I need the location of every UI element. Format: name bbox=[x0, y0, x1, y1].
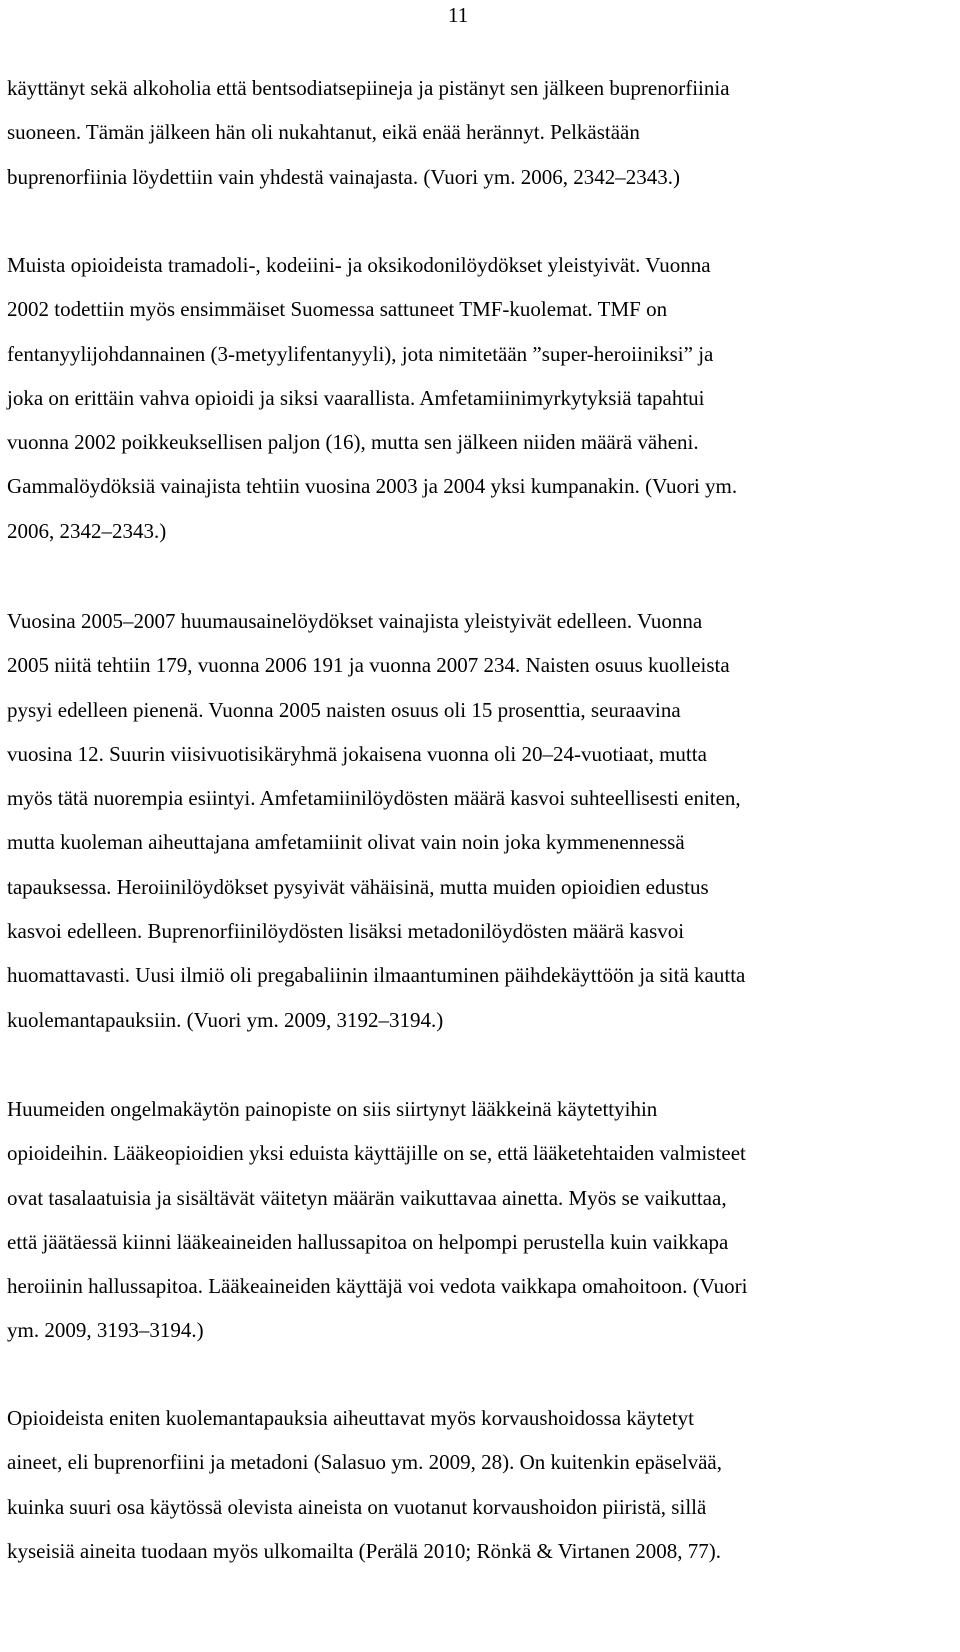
text-line: kuinka suuri osa käytössä olevista aineista on vuotanut korvaushoidon piiristä, sillä bbox=[7, 1494, 707, 1519]
text-line: myös tätä nuorempia esiintyi. Amfetamiinilöydösten määrä kasvoi suhteellisesti eniten, bbox=[7, 786, 741, 811]
text-line: Gammalöydöksiä vainajista tehtiin vuosina 2003 ja 2004 yksi kumpanakin. (Vuori ym. bbox=[7, 474, 738, 499]
text-line: Vuosina 2005–2007 huumausainelöydökset vainajista yleistyivät edelleen. Vuonna bbox=[7, 609, 703, 633]
text-line: että jäätäessä kiinni lääkeaineiden hallussapitoa on helpompi perustella kuin vaikkapa bbox=[7, 1229, 729, 1254]
text-line: 2005 niitä tehtiin 179, vuonna 2006 191 ja vuonna 2007 234. Naisten osuus kuolleista bbox=[7, 653, 730, 678]
text-line: huomattavasti. Uusi ilmiö oli pregabaliinin ilmaantuminen päihdekäyttöön ja sitä kautta bbox=[7, 963, 746, 988]
paragraph-5 bbox=[7, 1396, 955, 1573]
text-line: suoneen. Tämän jälkeen hän oli nukahtanut, eikä enää herännyt. Pelkästään bbox=[7, 120, 640, 145]
text-line: kuolemantapauksiin. (Vuori ym. 2009, 3192–3194.) bbox=[7, 1007, 444, 1032]
paragraph-3 bbox=[7, 599, 955, 1042]
text-line: fentanyylijohdannainen (3-metyylifentanyyli), jota nimitetään ”super-heroiiniksi” ja bbox=[7, 341, 714, 366]
text-line: 2006, 2342–2343.) bbox=[7, 518, 167, 543]
text-line: vuonna 2002 poikkeuksellisen paljon (16), mutta sen jälkeen niiden määrä väheni. bbox=[7, 430, 699, 455]
text-line: Opioideista eniten kuolemantapauksia aiheuttavat myös korvaushoidossa käytetyt bbox=[7, 1406, 695, 1430]
text-line: käyttänyt sekä alkoholia että bentsodiatsepiineja ja pistänyt sen jälkeen buprenorfiinia bbox=[7, 76, 730, 100]
text-line: vuosina 12. Suurin viisivuotisikäryhmä jokaisena vuonna oli 20–24-vuotiaat, mutta bbox=[7, 741, 707, 766]
paragraph-2 bbox=[7, 243, 955, 553]
text-line: 2002 todettiin myös ensimmäiset Suomessa sattuneet TMF-kuolemat. TMF on bbox=[7, 297, 668, 322]
text-line: buprenorfiinia löydettiin vain yhdestä vainajasta. (Vuori ym. 2006, 2342–2343.) bbox=[7, 164, 680, 189]
text-line: heroiinin hallussapitoa. Lääkeaineiden käyttäjä voi vedota vaikkapa omahoitoon. (Vuori bbox=[7, 1274, 748, 1299]
text-line: mutta kuoleman aiheuttajana amfetamiinit olivat vain noin joka kymmenennessä bbox=[7, 830, 685, 855]
text-line: pysyi edelleen pienenä. Vuonna 2005 naisten osuus oli 15 prosenttia, seuraavina bbox=[7, 697, 681, 722]
text-line: Muista opioideista tramadoli-, kodeiini- ja oksikodonilöydökset yleistyivät. Vuonna bbox=[7, 253, 711, 277]
page-number: 11 bbox=[448, 3, 469, 27]
text-line: ym. 2009, 3193–3194.) bbox=[7, 1318, 204, 1343]
text-line: aineet, eli buprenorfiini ja metadoni (Salasuo ym. 2009, 28). On kuitenkin epäselvää, bbox=[7, 1450, 722, 1475]
text-line: tapauksessa. Heroiinilöydökset pysyivät vähäisinä, mutta muiden opioidien edustus bbox=[7, 874, 709, 899]
paragraph-4 bbox=[7, 1087, 955, 1353]
text-line: ovat tasalaatuisia ja sisältävät väitetyn määrän vaikuttavaa ainetta. Myös se vaikuttaa, bbox=[7, 1185, 727, 1210]
text-line: opioideihin. Lääkeopioidien yksi eduista käyttäjille on se, että lääketehtaiden valmisteet bbox=[7, 1141, 746, 1166]
text-line: joka on erittäin vahva opioidi ja siksi vaarallista. Amfetamiinimyrkytyksiä tapahtui bbox=[7, 385, 705, 410]
text-line: Huumeiden ongelmakäytön painopiste on siis siirtynyt lääkkeinä käytettyihin bbox=[7, 1097, 658, 1121]
text-line: kasvoi edelleen. Buprenorfiinilöydösten lisäksi metadonilöydösten määrä kasvoi bbox=[7, 919, 685, 944]
paragraph-1 bbox=[7, 66, 955, 199]
text-line: kyseisiä aineita tuodaan myös ulkomailta (Perälä 2010; Rönkä & Virtanen 2008, 77). bbox=[7, 1538, 721, 1563]
